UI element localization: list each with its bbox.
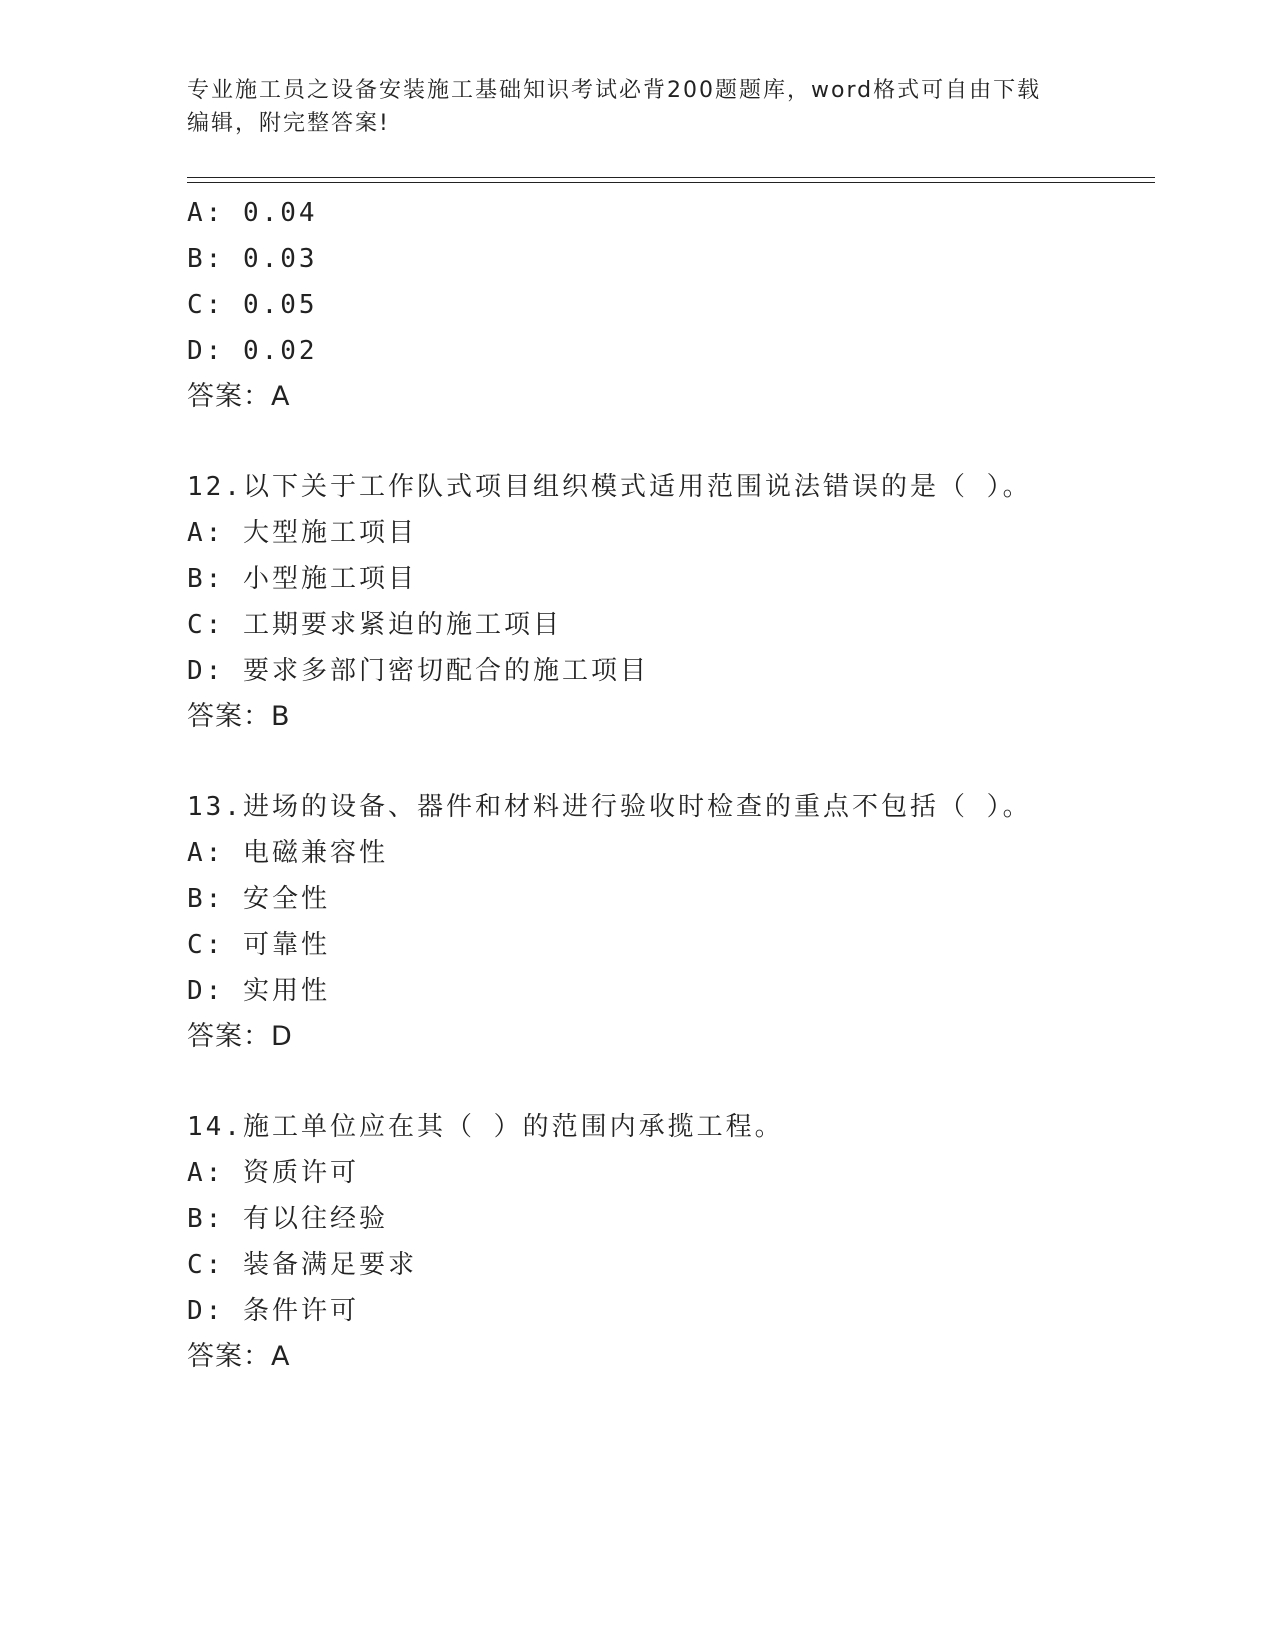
- option-b: B: 有以往经验: [187, 1204, 388, 1234]
- header-title-line-2: 编辑，附完整答案!: [187, 111, 390, 136]
- question-list: [187, 190, 1155, 1380]
- question-text: 12.以下关于工作队式项目组织模式适用范围说法错误的是（ ）。: [187, 472, 1032, 502]
- option-c: C: 可靠性: [187, 930, 330, 960]
- option-b: B: 小型施工项目: [187, 564, 417, 594]
- option-d: D: 实用性: [187, 976, 330, 1006]
- option-a: A: 资质许可: [187, 1158, 359, 1188]
- answer-line: 答案：D: [187, 1021, 293, 1052]
- question-block-11: [187, 190, 1155, 420]
- question-text: 13.进场的设备、器件和材料进行验收时检查的重点不包括（ ）。: [187, 792, 1032, 822]
- header-title-line-1: 专业施工员之设备安装施工基础知识考试必背200题题库，word格式可自由下载: [187, 78, 1042, 103]
- header-rule-top: [187, 177, 1155, 178]
- question-text: 14.施工单位应在其（ ）的范围内承揽工程。: [187, 1112, 784, 1142]
- option-a: A: 大型施工项目: [187, 518, 417, 548]
- option-d: D: 要求多部门密切配合的施工项目: [187, 656, 649, 686]
- option-a: A: 电磁兼容性: [187, 838, 388, 868]
- answer-line: 答案：B: [187, 701, 291, 732]
- option-d: D: 条件许可: [187, 1296, 359, 1326]
- option-c: C: 0.05: [187, 290, 318, 320]
- answer-line: 答案：A: [187, 1341, 291, 1372]
- option-c: C: 工期要求紧迫的施工项目: [187, 610, 562, 640]
- header-rule-bottom: [187, 182, 1155, 183]
- option-d: D: 0.02: [187, 336, 318, 366]
- document-header: [187, 74, 1067, 140]
- question-block-13: [187, 784, 1155, 1060]
- spacer: [187, 1060, 1155, 1104]
- spacer: [187, 420, 1155, 464]
- option-c: C: 装备满足要求: [187, 1250, 417, 1280]
- option-a: A: 0.04: [187, 198, 318, 228]
- option-b: B: 安全性: [187, 884, 330, 914]
- question-block-14: [187, 1104, 1155, 1380]
- question-block-12: [187, 464, 1155, 740]
- spacer: [187, 740, 1155, 784]
- option-b: B: 0.03: [187, 244, 318, 274]
- answer-line: 答案：A: [187, 381, 291, 412]
